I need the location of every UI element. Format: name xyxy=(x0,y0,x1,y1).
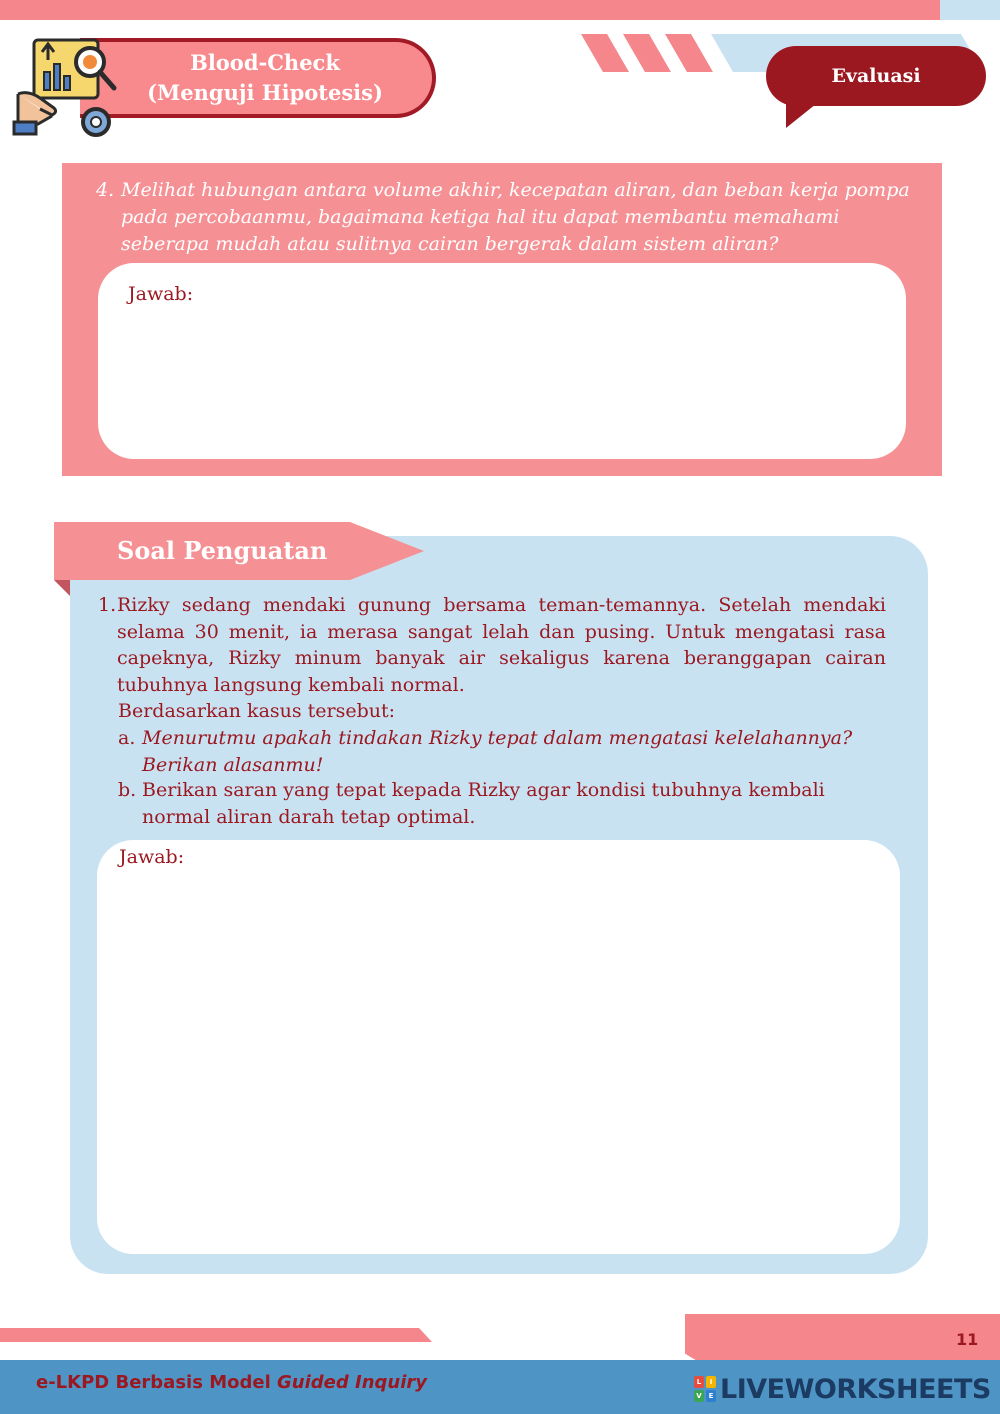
liveworksheets-mark-icon xyxy=(694,1376,716,1402)
header-stripe-3 xyxy=(665,34,713,72)
sub-question-text: Berikan saran yang tepat kepada Rizky agar kondisi tubuhnya kembali normal aliran darah tetap optimal. xyxy=(142,779,825,828)
penguatan-question-1 xyxy=(98,592,886,698)
page-number: 11 xyxy=(956,1330,979,1349)
liveworksheets-logo[interactable] xyxy=(694,1372,994,1406)
penguatan-question-text: Rizky sedang mendaki gunung bersama teman-temannya. Setelah mendaki selama 30 menit, ia merasa sangat lelah dan pusing. Untuk mengatasi rasa capeknya, Rizky minum banyak air sekaligus karena beranggapan cairan tubuhnya langsung kembali normal. xyxy=(117,594,886,696)
liveworksheets-brand: LIVEWORKSHEETS xyxy=(720,1373,991,1405)
top-decor-bar xyxy=(0,0,1000,20)
logo-letter: E xyxy=(706,1390,716,1402)
sub-question-b xyxy=(118,777,888,830)
section-badge: Evaluasi xyxy=(766,46,986,106)
penguatan-tab-fold xyxy=(54,580,70,596)
sub-question-text: Menurutmu apakah tindakan Rizky tepat dalam mengatasi kelelahannya? Berikan alasanmu! xyxy=(142,727,853,776)
header-stripe-1 xyxy=(581,34,629,72)
header-stripe-2 xyxy=(623,34,671,72)
penguatan-question-lead: Berdasarkan kasus tersebut: xyxy=(118,700,396,722)
question-4-number: 4. xyxy=(96,179,115,201)
answer-label: Jawab: xyxy=(128,283,194,305)
answer-label: Jawab: xyxy=(119,846,185,868)
logo-letter: I xyxy=(706,1376,716,1388)
data-analysis-hand-icon xyxy=(12,36,122,140)
logo-letter: V xyxy=(694,1390,704,1402)
question-4-text: Melihat hubungan antara volume akhir, kecepatan aliran, dan beban kerja pompa pada percobaanmu, bagaimana ketiga hal itu dapat membantu memahami seberapa mudah atau sulitnya cairan bergerak dalam sistem aliran? xyxy=(121,179,910,255)
top-decor-corner xyxy=(940,0,1000,20)
page-title-line2: (Menguji Hipotesis) xyxy=(147,80,383,105)
answer-box-penguatan-1[interactable] xyxy=(97,840,900,1254)
page-title xyxy=(120,48,410,108)
penguatan-question-number: 1. xyxy=(98,594,117,616)
section-title: Soal Penguatan xyxy=(117,536,328,565)
sub-question-label: a. xyxy=(118,727,136,749)
footer-caption-prefix: e-LKPD Berbasis Model xyxy=(36,1372,278,1393)
page-title-line1: Blood-Check xyxy=(190,50,340,75)
answer-box-question-4[interactable] xyxy=(98,263,906,459)
footer-caption xyxy=(36,1372,427,1393)
footer-decor-bar-left xyxy=(0,1328,432,1342)
sub-question-label: b. xyxy=(118,779,137,801)
sub-question-a xyxy=(118,725,888,778)
question-4 xyxy=(96,177,916,258)
logo-letter: L xyxy=(694,1376,704,1388)
footer-caption-emphasis: Guided Inquiry xyxy=(277,1372,428,1393)
section-badge-tail xyxy=(786,96,826,130)
